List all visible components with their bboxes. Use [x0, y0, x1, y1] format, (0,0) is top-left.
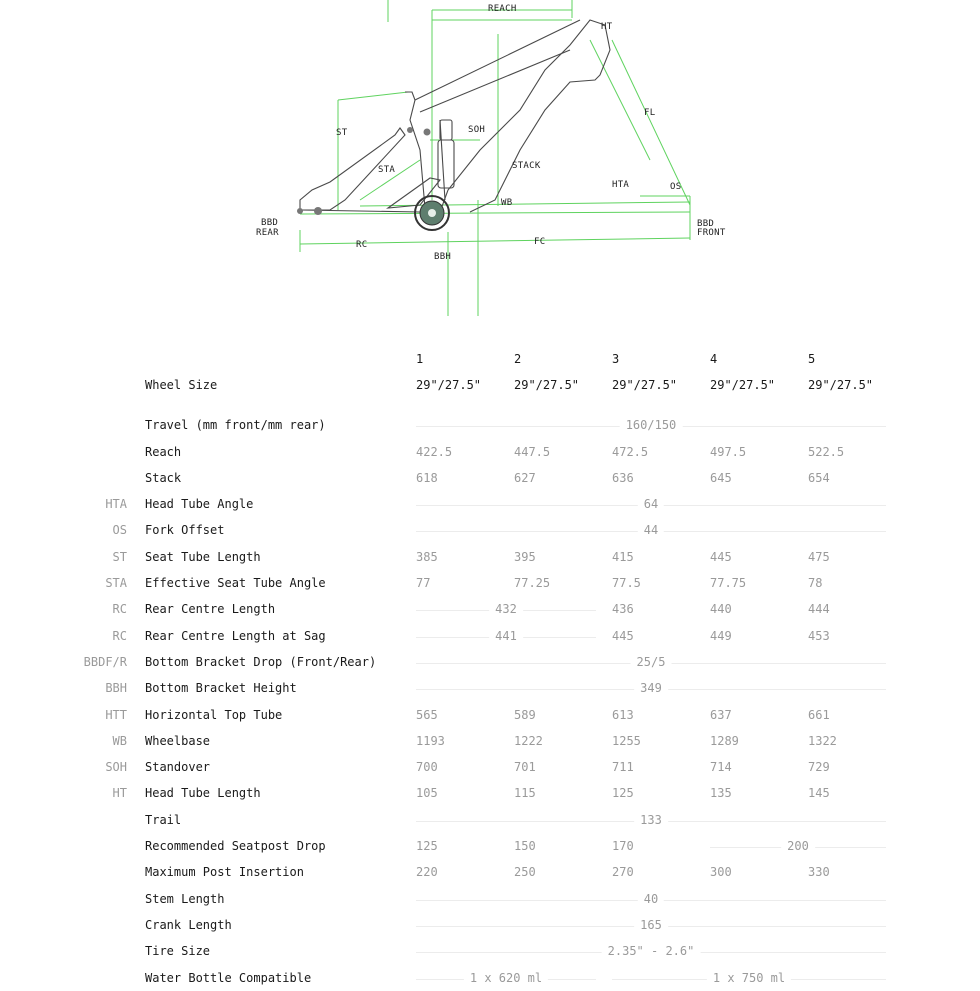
table-row — [0, 859, 980, 885]
row-abbreviation: HTA — [105, 497, 127, 512]
size-3-value: 77.5 — [612, 576, 641, 591]
row-label: Recommended Seatpost Drop — [145, 839, 326, 854]
size-5-value: 453 — [808, 628, 830, 643]
table-row — [0, 702, 980, 728]
span-value: 1 x 750 ml — [707, 971, 791, 985]
size-3-value: 445 — [612, 628, 634, 643]
row-abbreviation: BBDF/R — [83, 654, 127, 669]
size-1-value: 385 — [416, 549, 438, 564]
span-value: 441 — [489, 629, 523, 643]
label-reach: REACH — [488, 4, 517, 14]
size-2-value: 589 — [514, 707, 536, 722]
size-3-value: 125 — [612, 786, 634, 801]
size-1-value: 77 — [416, 576, 431, 591]
span-value: 160/150 — [620, 418, 683, 432]
row-label: Fork Offset — [145, 523, 225, 538]
table-row — [0, 649, 980, 675]
size-5-value: 330 — [808, 865, 830, 880]
table-row — [0, 938, 980, 964]
label-wb: WB — [501, 198, 513, 208]
size-5-value: 444 — [808, 602, 830, 617]
size-column-3: 3 — [612, 352, 620, 366]
size-5-value: 475 — [808, 549, 830, 564]
size-4-value: 445 — [710, 549, 732, 564]
table-row — [0, 596, 980, 622]
span-value: 64 — [638, 497, 664, 511]
merged-value — [612, 971, 886, 987]
merged-value — [416, 813, 886, 829]
row-label: Head Tube Angle — [145, 497, 254, 512]
merged-value — [416, 944, 886, 960]
row-label: Wheel Size — [145, 378, 218, 393]
row-label: Bottom Bracket Height — [145, 681, 297, 696]
span-value: 40 — [638, 892, 664, 906]
table-row — [0, 675, 980, 701]
table-row — [0, 754, 980, 780]
label-st: ST — [336, 128, 348, 138]
size-1-value: 105 — [416, 786, 438, 801]
table-row — [0, 465, 980, 491]
size-column-1: 1 — [416, 352, 424, 366]
size-5-value: 145 — [808, 786, 830, 801]
table-row — [0, 623, 980, 649]
row-label: Maximum Post Insertion — [145, 865, 304, 880]
label-hta: HTA — [612, 180, 630, 190]
span-value: 1 x 620 ml — [464, 971, 548, 985]
row-label: Stem Length — [145, 891, 225, 906]
label-rc: RC — [356, 240, 368, 250]
merged-value — [416, 497, 886, 513]
merged-value — [416, 602, 596, 618]
row-label: Tire Size — [145, 944, 211, 959]
label-os: OS — [670, 182, 682, 192]
size-4-value: 77.75 — [710, 576, 747, 591]
row-abbreviation: ST — [112, 549, 127, 564]
size-2-value: 77.25 — [514, 576, 551, 591]
size-4-value: 497.5 — [710, 444, 747, 459]
size-2-value: 115 — [514, 786, 536, 801]
table-row — [0, 412, 980, 438]
table-row — [0, 807, 980, 833]
size-3-value: 270 — [612, 865, 634, 880]
size-3-value: 436 — [612, 602, 634, 617]
row-abbreviation: HTT — [105, 707, 127, 722]
span-value: 2.35" - 2.6" — [602, 944, 701, 958]
size-2-value: 250 — [514, 865, 536, 880]
table-row — [0, 728, 980, 754]
span-value: 165 — [634, 918, 668, 932]
size-column-4: 4 — [710, 352, 718, 366]
size-1-value: 220 — [416, 865, 438, 880]
table-row — [0, 886, 980, 912]
size-2-value: 395 — [514, 549, 536, 564]
label-fl: FL — [644, 108, 656, 118]
row-label: Travel (mm front/mm rear) — [145, 418, 326, 433]
merged-value — [416, 918, 886, 934]
table-row — [0, 965, 980, 991]
size-4-value: 135 — [710, 786, 732, 801]
table-row — [0, 439, 980, 465]
label-soh: SOH — [468, 125, 486, 135]
size-5-value: 1322 — [808, 733, 837, 748]
row-label: Rear Centre Length at Sag — [145, 628, 326, 643]
size-4-value: 645 — [710, 470, 732, 485]
row-abbreviation: OS — [112, 523, 127, 538]
size-4-value: 1289 — [710, 733, 739, 748]
size-3-value: 472.5 — [612, 444, 649, 459]
merged-value — [416, 629, 596, 645]
row-label: Horizontal Top Tube — [145, 707, 283, 722]
size-column-2: 2 — [514, 352, 522, 366]
span-value: 44 — [638, 523, 664, 537]
size-2-value: 627 — [514, 470, 536, 485]
geometry-diagram — [0, 0, 980, 330]
table-row — [0, 780, 980, 806]
span-value: 133 — [634, 813, 668, 827]
row-label: Rear Centre Length — [145, 602, 276, 617]
merged-value — [416, 892, 886, 908]
merged-value — [710, 839, 886, 855]
row-abbreviation: RC — [112, 602, 127, 617]
size-5-value: 654 — [808, 470, 830, 485]
merged-value — [416, 523, 886, 539]
geometry-table — [0, 346, 980, 991]
label-bbd-rear-1: BBD — [261, 218, 279, 228]
size-4-value: 637 — [710, 707, 732, 722]
size-1-value: 618 — [416, 470, 438, 485]
size-2-value: 701 — [514, 760, 536, 775]
merged-value — [416, 418, 886, 434]
table-row — [0, 491, 980, 517]
merged-value — [416, 681, 886, 697]
label-bbd-front-1: BBD — [697, 219, 715, 229]
label-bbh: BBH — [434, 252, 452, 262]
row-abbreviation: RC — [112, 628, 127, 643]
size-3-value: 711 — [612, 760, 634, 775]
label-sta: STA — [378, 165, 396, 175]
label-bbd-rear-2: REAR — [256, 228, 279, 238]
row-label: Reach — [145, 444, 182, 459]
row-abbreviation: SOH — [105, 760, 127, 775]
row-abbreviation: BBH — [105, 681, 127, 696]
size-5-value: 78 — [808, 576, 823, 591]
table-row — [0, 544, 980, 570]
size-5-value: 661 — [808, 707, 830, 722]
size-3-value: 613 — [612, 707, 634, 722]
size-header-row — [0, 346, 980, 372]
row-label: Crank Length — [145, 917, 232, 932]
size-1-value: 1193 — [416, 733, 445, 748]
size-2-value: 150 — [514, 839, 536, 854]
table-row — [0, 912, 980, 938]
row-label: Bottom Bracket Drop (Front/Rear) — [145, 654, 377, 669]
pivot-points — [297, 127, 431, 215]
frame-geometry-svg — [0, 0, 980, 330]
size-3-value: 170 — [612, 839, 634, 854]
size-1-value: 29"/27.5" — [416, 378, 482, 393]
label-bbd-front-2: FRONT — [697, 228, 726, 238]
size-2-value: 447.5 — [514, 444, 551, 459]
label-stack: STACK — [512, 161, 541, 171]
diagram-labels — [256, 4, 726, 262]
row-label: Water Bottle Compatible — [145, 970, 312, 985]
size-1-value: 565 — [416, 707, 438, 722]
span-value: 25/5 — [631, 655, 672, 669]
size-4-value: 300 — [710, 865, 732, 880]
size-1-value: 422.5 — [416, 444, 453, 459]
table-row — [0, 517, 980, 543]
row-label: Head Tube Length — [145, 786, 261, 801]
row-abbreviation: STA — [105, 576, 127, 591]
size-5-value: 522.5 — [808, 444, 845, 459]
merged-value — [416, 971, 596, 987]
size-4-value: 440 — [710, 602, 732, 617]
row-abbreviation: HT — [112, 786, 127, 801]
size-2-value: 29"/27.5" — [514, 378, 580, 393]
row-label: Standover — [145, 760, 211, 775]
table-row — [0, 833, 980, 859]
row-label: Seat Tube Length — [145, 549, 261, 564]
size-5-value: 729 — [808, 760, 830, 775]
span-value: 432 — [489, 602, 523, 616]
table-row — [0, 570, 980, 596]
span-value: 349 — [634, 681, 668, 695]
size-3-value: 1255 — [612, 733, 641, 748]
row-abbreviation: WB — [112, 733, 127, 748]
row-label: Stack — [145, 470, 182, 485]
row-label: Trail — [145, 812, 182, 827]
size-4-value: 714 — [710, 760, 732, 775]
size-2-value: 1222 — [514, 733, 543, 748]
size-3-value: 636 — [612, 470, 634, 485]
bottom-bracket — [415, 196, 449, 230]
bike-frame — [300, 20, 610, 212]
size-4-value: 449 — [710, 628, 732, 643]
size-5-value: 29"/27.5" — [808, 378, 874, 393]
size-column-5: 5 — [808, 352, 816, 366]
row-label: Effective Seat Tube Angle — [145, 576, 326, 591]
wheel-size-row — [0, 372, 980, 412]
label-fc: FC — [534, 237, 546, 247]
merged-value — [416, 655, 886, 671]
size-4-value: 29"/27.5" — [710, 378, 776, 393]
size-1-value: 125 — [416, 839, 438, 854]
size-3-value: 29"/27.5" — [612, 378, 678, 393]
span-value: 200 — [781, 839, 815, 853]
size-1-value: 700 — [416, 760, 438, 775]
label-ht: HT — [601, 22, 613, 32]
size-3-value: 415 — [612, 549, 634, 564]
row-label: Wheelbase — [145, 733, 211, 748]
measurement-lines — [300, 0, 690, 316]
